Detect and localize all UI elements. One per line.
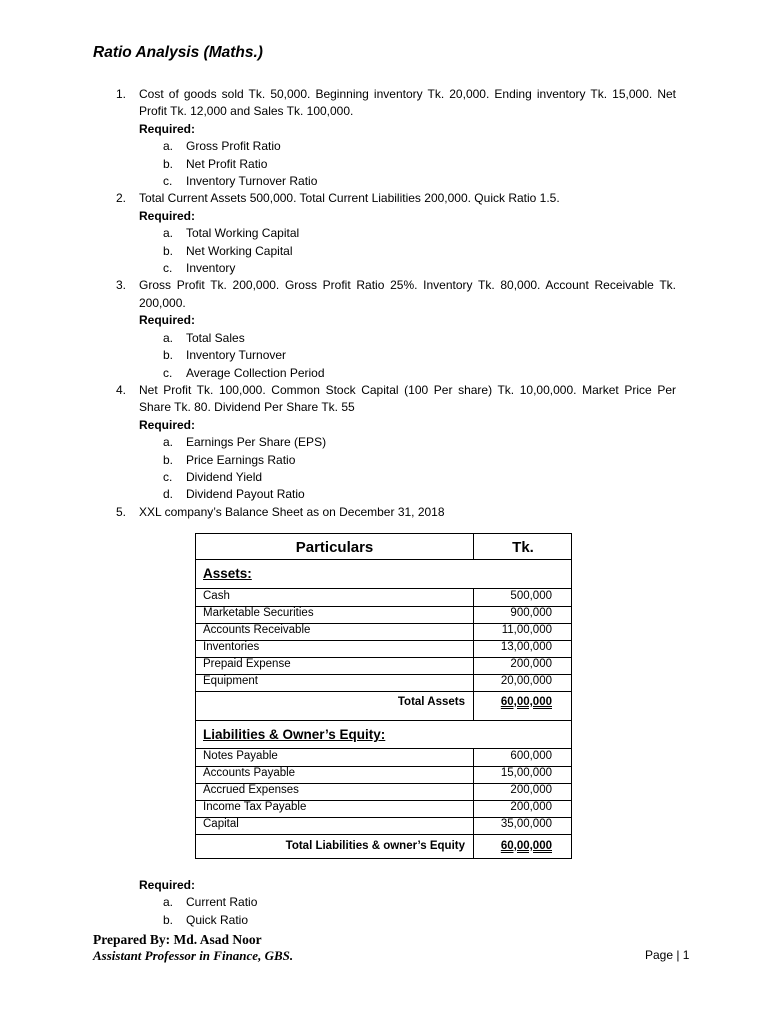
required-item	[139, 434, 676, 451]
item-letter: a.	[163, 330, 174, 345]
header-particulars: Particulars	[295, 538, 374, 556]
row-amount: 600,000	[510, 750, 552, 762]
question-number: 5.	[116, 504, 127, 519]
row-amount: 200,000	[510, 801, 552, 813]
item-letter: a.	[163, 139, 174, 154]
question-text: XXL company’s Balance Sheet as on December 31, 2018	[139, 504, 445, 519]
item-letter: a.	[163, 435, 174, 450]
required-item	[139, 912, 257, 929]
table-row	[196, 817, 571, 834]
required-item	[139, 469, 676, 486]
required-item	[139, 260, 676, 277]
question-text: Cost of goods sold Tk. 50,000. Beginning inventory Tk. 20,000. Ending inventory Tk. 15,000. Net Profit Tk. 12,000 and Sales Tk. 100,000.	[139, 87, 676, 119]
required-label: Required:	[139, 121, 196, 136]
required-item	[139, 330, 676, 347]
row-amount: 15,00,000	[500, 767, 552, 779]
table-row	[196, 589, 571, 606]
question-number: 2.	[116, 191, 127, 206]
item-letter: b.	[163, 348, 174, 363]
author-designation: Assistant Professor in Finance, GBS.	[93, 948, 294, 963]
required-item	[139, 894, 257, 911]
row-label: Notes Payable	[203, 750, 278, 762]
required-item	[139, 347, 676, 364]
liabilities-heading: Liabilities & Owner’s Equity:	[203, 727, 386, 742]
total-liabilities-row	[196, 836, 571, 858]
item-text: Dividend Payout Ratio	[186, 487, 305, 502]
total-liabilities-amount: 60,00,000	[500, 840, 552, 852]
item-text: Price Earnings Ratio	[186, 452, 296, 467]
table-row	[196, 800, 571, 817]
required-item	[139, 156, 676, 173]
question-2	[116, 190, 676, 277]
item-text: Quick Ratio	[186, 912, 249, 927]
table-row	[196, 657, 571, 674]
required-item	[139, 138, 676, 155]
item-letter: b.	[163, 156, 174, 171]
item-letter: d.	[163, 487, 174, 502]
header-amount: Tk.	[512, 538, 534, 556]
row-amount: 20,00,000	[500, 675, 552, 687]
item-letter: b.	[163, 912, 174, 927]
row-label: Prepaid Expense	[203, 658, 291, 670]
item-text: Total Sales	[186, 330, 245, 345]
row-label: Marketable Securities	[203, 607, 314, 619]
item-text: Inventory	[186, 261, 236, 276]
q5-required	[139, 877, 257, 929]
item-text: Inventory Turnover	[186, 348, 287, 363]
total-assets-label: Total Assets	[397, 696, 465, 708]
question-text: Net Profit Tk. 100,000. Common Stock Capital (100 Per share) Tk. 10,00,000. Market Price Per Share Tk. 80. Dividend Per Share Tk. 55	[139, 382, 676, 415]
required-label: Required:	[139, 878, 196, 892]
question-number: 4.	[116, 382, 127, 397]
row-amount: 13,00,000	[500, 641, 552, 653]
item-text: Total Working Capital	[186, 226, 300, 241]
item-text: Inventory Turnover Ratio	[186, 174, 318, 189]
required-label: Required:	[139, 313, 196, 328]
row-amount: 900,000	[510, 607, 552, 619]
question-number: 1.	[116, 87, 127, 101]
row-label: Accounts Payable	[203, 767, 296, 779]
row-label: Capital	[203, 818, 239, 830]
question-3	[116, 277, 676, 381]
item-letter: b.	[163, 452, 174, 467]
required-item	[139, 486, 676, 503]
item-text: Earnings Per Share (EPS)	[186, 435, 327, 450]
item-text: Dividend Yield	[186, 469, 263, 484]
row-label: Inventories	[203, 641, 260, 653]
table-row	[196, 766, 571, 783]
item-letter: c.	[163, 365, 173, 380]
row-label: Accounts Receivable	[203, 624, 311, 636]
table-row	[196, 606, 571, 623]
table-row	[196, 640, 571, 657]
row-label: Accrued Expenses	[203, 784, 299, 796]
total-assets-amount: 60,00,000	[500, 696, 552, 708]
question-1	[116, 86, 676, 190]
question-text: Total Current Assets 500,000. Total Current Liabilities 200,000. Quick Ratio 1.5.	[139, 191, 560, 206]
table-row	[196, 674, 571, 691]
required-item	[139, 365, 676, 382]
question-4	[116, 382, 676, 504]
required-label: Required:	[139, 417, 196, 432]
question-number: 3.	[116, 278, 127, 293]
item-letter: a.	[163, 226, 174, 241]
question-list	[116, 86, 676, 521]
item-letter: b.	[163, 243, 174, 258]
row-amount: 500,000	[510, 590, 552, 602]
item-text: Average Collection Period	[186, 365, 325, 380]
required-item	[139, 173, 676, 190]
row-amount: 35,00,000	[500, 818, 552, 830]
assets-heading: Assets:	[203, 566, 252, 581]
page-number: Page | 1	[645, 948, 690, 962]
question-text: Gross Profit Tk. 200,000. Gross Profit Ratio 25%. Inventory Tk. 80,000. Account Receivable Tk. 200,000.	[139, 278, 676, 310]
row-label: Cash	[203, 590, 230, 602]
item-text: Net Profit Ratio	[186, 156, 268, 171]
item-letter: c.	[163, 261, 173, 276]
item-letter: c.	[163, 469, 173, 484]
row-amount: 11,00,000	[501, 624, 552, 636]
item-letter: c.	[163, 174, 173, 189]
item-text: Net Working Capital	[186, 243, 293, 258]
prepared-by: Prepared By: Md. Asad Noor	[93, 932, 262, 947]
total-liabilities-label: Total Liabilities & owner’s Equity	[285, 840, 465, 852]
row-label: Equipment	[203, 675, 258, 687]
total-assets-row	[196, 692, 571, 714]
item-text: Current Ratio	[186, 895, 258, 910]
balance-sheet-table	[195, 533, 572, 859]
required-item	[139, 225, 676, 242]
row-amount: 200,000	[510, 784, 552, 796]
item-letter: a.	[163, 895, 174, 910]
row-amount: 200,000	[510, 658, 552, 670]
required-label: Required:	[139, 208, 196, 223]
required-item	[139, 243, 676, 260]
item-text: Gross Profit Ratio	[186, 139, 281, 154]
table-row	[196, 783, 571, 800]
row-label: Income Tax Payable	[203, 801, 307, 813]
table-row	[196, 623, 571, 640]
page-title: Ratio Analysis (Maths.)	[93, 44, 263, 61]
required-item	[139, 452, 676, 469]
question-5	[116, 504, 676, 521]
table-row	[196, 749, 571, 766]
